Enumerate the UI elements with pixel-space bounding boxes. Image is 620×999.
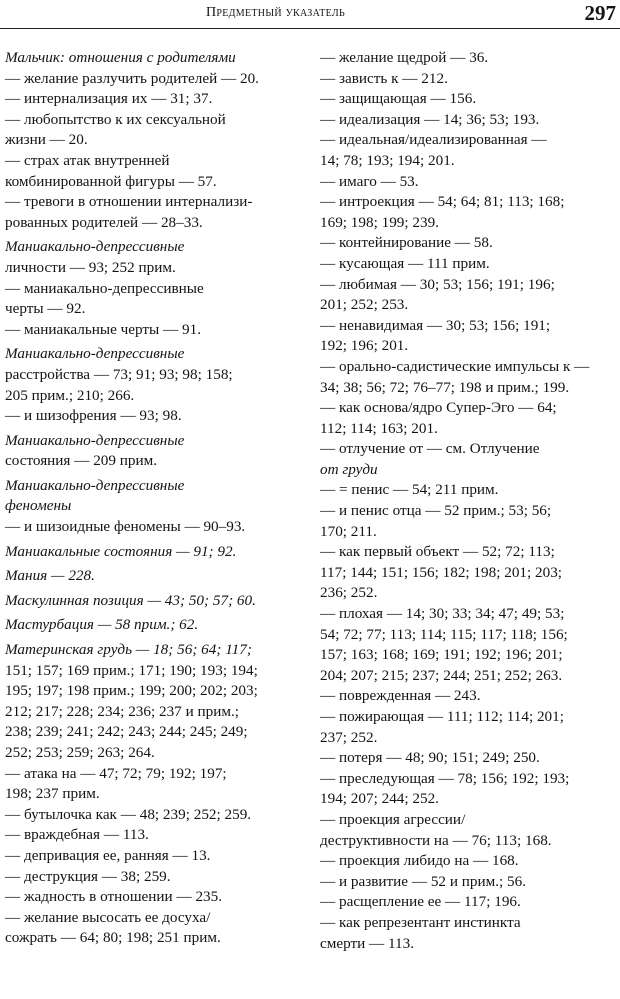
- index-line: — поврежденная — 243.: [320, 687, 481, 705]
- index-line: 198; 237 прим.: [5, 785, 100, 803]
- index-line: — как репрезентант инстинкта: [320, 913, 521, 931]
- index-line: — зависть к — 212.: [320, 69, 448, 87]
- index-line: 34; 38; 56; 72; 76–77; 198 и прим.; 199.: [320, 378, 570, 396]
- index-line: феномены: [5, 497, 72, 515]
- index-heading: Маниакальные состояния — 91; 92.: [5, 542, 237, 560]
- left-column: [5, 48, 307, 949]
- index-line: личности — 93; 252 прим.: [5, 258, 176, 276]
- index-line: 54; 72; 77; 113; 114; 115; 117; 118; 156;: [320, 625, 568, 643]
- index-line: 14; 78; 193; 194; 201.: [320, 151, 455, 169]
- index-line: 170; 211.: [320, 522, 377, 540]
- index-line: — потеря — 48; 90; 151; 249; 250.: [320, 749, 540, 767]
- index-line: — любимая — 30; 53; 156; 191; 196;: [320, 275, 555, 293]
- index-heading: Маскулинная позиция — 43; 50; 57; 60.: [5, 591, 256, 609]
- index-line: — преследующая — 78; 156; 192; 193;: [320, 769, 570, 787]
- index-heading: Мальчик: отношения с родителями: [5, 49, 236, 66]
- index-line: деструктивности на — 76; 113; 168.: [320, 831, 552, 849]
- index-line: 204; 207; 215; 237; 244; 251; 252; 263.: [320, 666, 563, 684]
- index-line: рованных родителей — 28–33.: [5, 213, 203, 231]
- index-line: комбинированной фигуры — 57.: [5, 172, 217, 190]
- index-line: смерти — 113.: [320, 934, 415, 952]
- index-line: — = пенис — 54; 211 прим.: [320, 481, 499, 499]
- index-line: жизни — 20.: [5, 131, 88, 149]
- index-line: — пожирающая — 111; 112; 114; 201;: [320, 708, 564, 725]
- index-line: — жадность в отношении — 235.: [5, 888, 223, 906]
- index-line: 195; 197; 198 прим.; 199; 200; 202; 203;: [5, 682, 258, 700]
- index-line: — желание высосать ее досуха/: [5, 908, 211, 926]
- index-line: — маниакальные черты — 91.: [5, 320, 202, 338]
- index-line: — защищающая — 156.: [320, 90, 477, 108]
- index-line: 192; 196; 201.: [320, 337, 409, 355]
- index-line: — отлучение от — см. Отлучение: [320, 440, 540, 458]
- index-line: — и развитие — 52 и прим.; 56.: [320, 872, 526, 890]
- index-line: — проекция либидо на — 168.: [320, 852, 519, 870]
- index-line: — орально-садистические импульсы к —: [320, 357, 590, 375]
- index-line: 237; 252.: [320, 728, 378, 746]
- index-line: 212; 217; 228; 234; 236; 237 и прим.;: [5, 702, 239, 720]
- index-line: — идеализация — 14; 36; 53; 193.: [320, 110, 540, 128]
- index-line: 194; 207; 244; 252.: [320, 790, 439, 808]
- index-line: — любопытство к их сексуальной: [5, 110, 226, 128]
- index-line: — бутылочка как — 48; 239; 252; 259.: [5, 805, 252, 823]
- index-line: — контейнирование — 58.: [320, 234, 493, 252]
- page-header: [0, 0, 620, 30]
- index-line: 112; 114; 163; 201.: [320, 419, 438, 437]
- index-line: — желание щедрой — 36.: [320, 49, 489, 66]
- index-line: — интроекция — 54; 64; 81; 113; 168;: [320, 193, 565, 211]
- index-heading: Мастурбация — 58 прим.; 62.: [5, 616, 199, 634]
- index-heading: Маниакально-депрессивные: [5, 238, 185, 256]
- page-number: 297: [584, 1, 616, 25]
- index-line: 151; 157; 169 прим.; 171; 190; 193; 194;: [5, 661, 258, 679]
- index-line: — враждебная — 113.: [5, 826, 149, 844]
- index-line: — ненавидимая — 30; 53; 156; 191;: [320, 316, 551, 334]
- index-line: — тревоги в отношении интернализи-: [5, 193, 253, 211]
- index-line: расстройства — 73; 91; 93; 98; 158;: [5, 365, 233, 383]
- index-line: — страх атак внутренней: [5, 151, 170, 169]
- index-line: — и пенис отца — 52 прим.; 53; 56;: [320, 502, 552, 520]
- index-line: — интернализация их — 31; 37.: [5, 90, 213, 108]
- index-line: — и шизофрения — 93; 98.: [5, 407, 182, 425]
- index-line: 201; 252; 253.: [320, 296, 409, 314]
- index-line: 238; 239; 241; 242; 243; 244; 245; 249;: [5, 723, 248, 741]
- running-title: Предметный указатель: [206, 5, 346, 20]
- index-line: — атака на — 47; 72; 79; 192; 197;: [5, 764, 227, 782]
- index-line: черты — 92.: [5, 300, 86, 318]
- index-line: — как первый объект — 52; 72; 113;: [320, 543, 555, 561]
- index-line: — проекция агрессии/: [320, 810, 466, 828]
- index-heading: Мания — 228.: [5, 567, 95, 585]
- index-line: 236; 252.: [320, 584, 378, 602]
- index-line: — и шизоидные феномены — 90–93.: [5, 518, 246, 536]
- index-heading: Маниакально-депрессивные: [5, 431, 185, 449]
- index-line: сожрать — 64; 80; 198; 251 прим.: [5, 929, 221, 947]
- right-column: [320, 48, 616, 954]
- index-line: — как основа/ядро Супер-Эго — 64;: [320, 399, 557, 417]
- index-line: — маниакально-депрессивные: [5, 279, 204, 297]
- index-line: — имаго — 53.: [320, 172, 419, 190]
- index-line: 205 прим.; 210; 266.: [5, 386, 135, 404]
- index-line: 252; 253; 259; 263; 264.: [5, 744, 155, 761]
- index-line: — расщепление ее — 117; 196.: [320, 893, 521, 911]
- index-heading: Маниакально-депрессивные: [5, 476, 185, 494]
- index-line: 117; 144; 151; 156; 182; 198; 201; 203;: [320, 563, 563, 581]
- index-line: — плохая — 14; 30; 33; 34; 47; 49; 53;: [320, 605, 565, 623]
- index-line: — желание разлучить родителей — 20.: [5, 69, 259, 87]
- index-line: — депривация ее, ранняя — 13.: [5, 846, 211, 864]
- index-heading: Материнская грудь — 18; 56; 64; 117;: [5, 641, 252, 659]
- index-line: — деструкция — 38; 259.: [5, 867, 171, 885]
- header-rule: [0, 28, 620, 29]
- index-line: от груди: [320, 460, 378, 478]
- index-heading: Маниакально-депрессивные: [5, 345, 185, 363]
- index-line: — идеальная/идеализированная —: [320, 131, 547, 149]
- index-line: 169; 198; 199; 239.: [320, 213, 439, 231]
- index-line: 157; 163; 168; 169; 191; 192; 196; 201;: [320, 646, 563, 664]
- index-line: состояния — 209 прим.: [5, 452, 158, 470]
- index-line: — кусающая — 111 прим.: [320, 254, 490, 272]
